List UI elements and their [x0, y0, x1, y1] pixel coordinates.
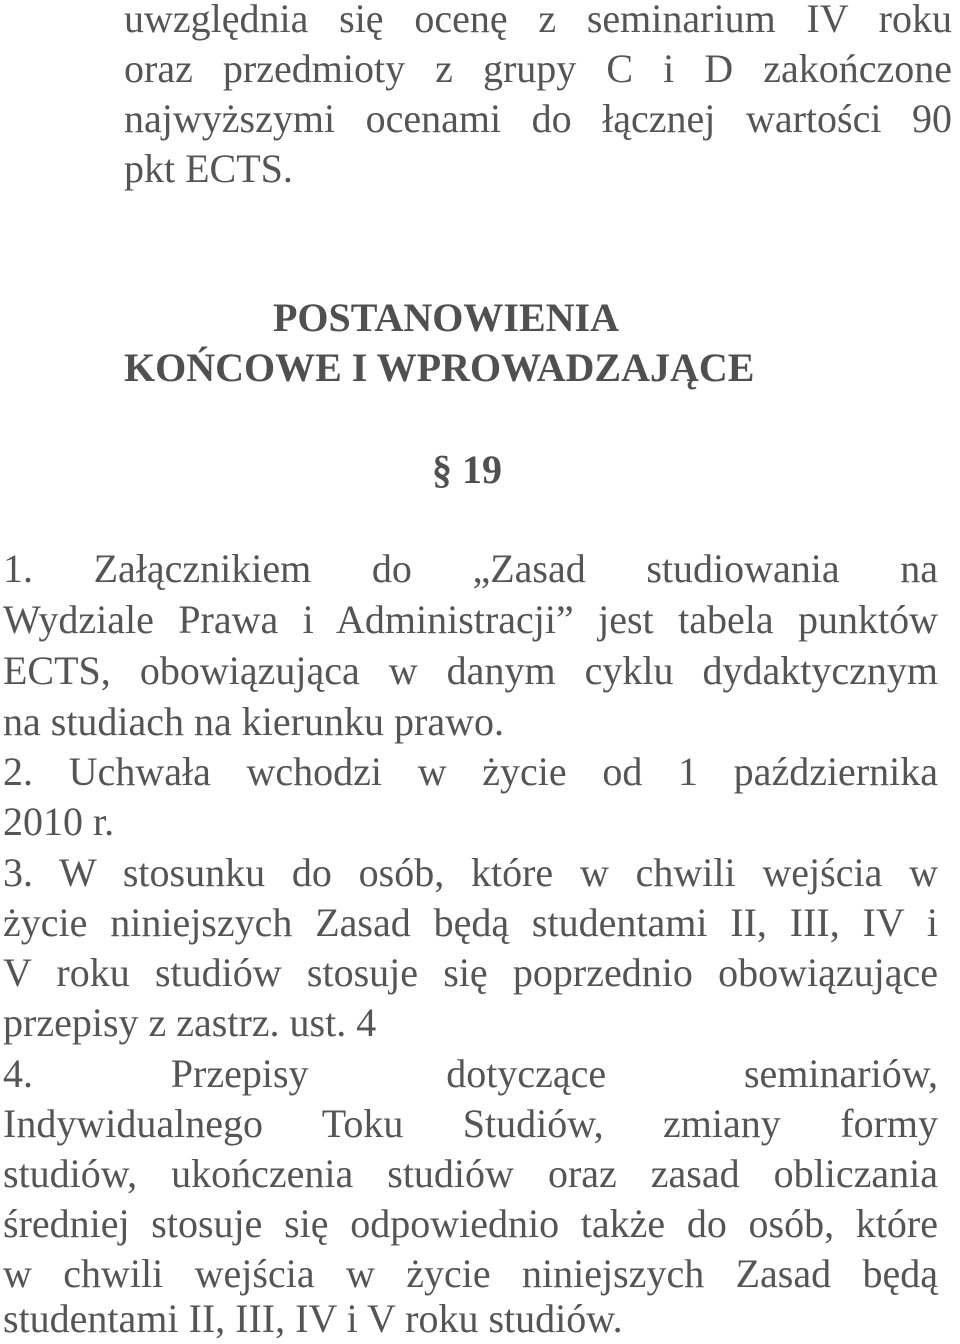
paragraph-line: Indywidualnego Toku Studiów, zmiany formy: [3, 1101, 938, 1146]
section-heading-line-1: POSTANOWIENIA: [273, 295, 619, 340]
intro-line: pkt ECTS.: [124, 146, 293, 191]
paragraph-line: przepisy z zastrz. ust. 4: [3, 1000, 377, 1045]
paragraph-line: życie niniejszych Zasad będą studentami II, III, IV i: [3, 900, 938, 945]
paragraph-line: średniej stosuje się odpowiednio także do osób, które: [3, 1201, 938, 1246]
section-number: [432, 445, 502, 495]
paragraph-line: 2010 r.: [3, 799, 115, 844]
paragraph-line: studentami II, III, IV i V roku studiów.: [3, 1296, 623, 1341]
paragraph-line: na studiach na kierunku prawo.: [3, 699, 504, 744]
section-heading-line-2: KOŃCOWE I WPROWADZAJĄCE: [124, 345, 755, 390]
paragraph-line: Wydziale Prawa i Administracji” jest tabela punktów: [3, 597, 938, 642]
section-symbol: §: [432, 447, 452, 492]
paragraph-line: 3. W stosunku do osób, które w chwili wejścia w: [3, 850, 938, 895]
paragraph-line: V roku studiów stosuje się poprzednio obowiązujące: [3, 950, 938, 995]
intro-line: oraz przedmioty z grupy C i D zakończone: [124, 46, 952, 91]
paragraph-line: 1. Załącznikiem do „Zasad studiowania na: [3, 546, 938, 591]
intro-line: uwzględnia się ocenę z seminarium IV roku: [124, 0, 952, 41]
paragraph-line: ECTS, obowiązująca w danym cyklu dydaktycznym: [3, 648, 938, 693]
intro-line: najwyższymi ocenami do łącznej wartości 90: [124, 96, 952, 141]
paragraph-line: w chwili wejścia w życie niniejszych Zasad będą: [3, 1251, 938, 1296]
paragraph-line: 4. Przepisy dotyczące seminariów,: [3, 1051, 938, 1096]
paragraph-line: 2. Uchwała wchodzi w życie od 1 października: [3, 749, 938, 794]
section-number-value: 19: [462, 447, 502, 492]
paragraph-line: studiów, ukończenia studiów oraz zasad obliczania: [3, 1151, 938, 1196]
